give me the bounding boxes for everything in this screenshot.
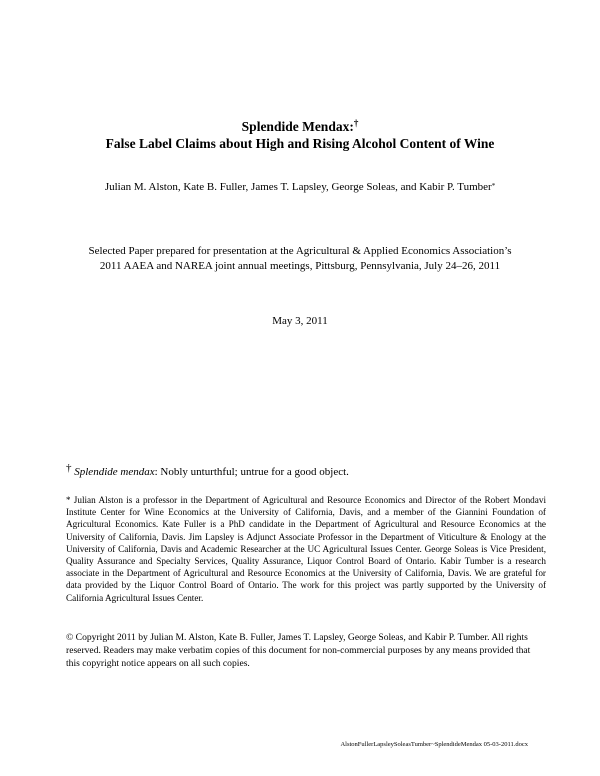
title-main: Splendide Mendax: — [241, 119, 354, 134]
title-line-1 — [0, 118, 600, 135]
document-filename: AlstonFullerLapsleySoleasTumber~SplendideMendax 05-03-2011.docx — [340, 741, 528, 748]
authors-text: Julian M. Alston, Kate B. Fuller, James T. Lapsley, George Soleas, and Kabir P. Tumber — [104, 181, 492, 193]
selected-paper-line-1: Selected Paper prepared for presentation at the Agricultural & Applied Economics Association’s — [88, 245, 512, 257]
selected-paper-line-2: 2011 AAEA and NAREA joint annual meetings, Pittsburg, Pennsylvania, July 24–26, 2011 — [99, 259, 501, 272]
footnote-author-affiliations — [66, 494, 546, 604]
title-dagger-mark: † — [353, 118, 359, 128]
footnote-dagger-term: Splendide mendax — [74, 466, 155, 478]
selected-paper-note — [50, 244, 550, 273]
paper-title — [0, 118, 600, 152]
paper-date: May 3, 2011 — [272, 315, 328, 327]
footnote-dagger-mark: † — [66, 462, 72, 474]
authors-star-mark: * — [491, 182, 496, 190]
author-list — [0, 180, 600, 194]
footnote-dagger-definition: : Nobly unturthful; untrue for a good object. — [154, 466, 349, 478]
footnote-star-mark: * — [66, 495, 71, 505]
copyright-notice: © Copyright 2011 by Julian M. Alston, Kate B. Fuller, James T. Lapsley, George Soleas, and Kabir P. Tumber. All rights reserved. Readers may make verbatim copies of this document for non-commercial purposes by any means provided that this copyright notice appears on all such copies. — [66, 632, 531, 669]
title-line-2: False Label Claims about High and Rising Alcohol Content of Wine — [105, 136, 495, 151]
footnote-dagger — [66, 462, 546, 479]
footnote-star-text: Julian Alston is a professor in the Department of Agricultural and Resource Economics and Director of the Robert Mondavi Institute Center for Wine Economics at the University of California, Davis, and a member of the Giannini Foundation of Agricultural Economics. Kate Fuller is a PhD candidate in the Department of Agricultural and Resource Economics at the University of California, Davis. Jim Lapsley is Adjunct Associate Professor in the Department of Viticulture & Enology at the University of California, Davis and Academic Researcher at the UC Agricultural Issues Center. George Soleas is Vice President, Quality Assurance and Specialty Services, Quality Assurance, Liquor Control Board of Ontario. Kabir Tumber is a research associate in the Department of Agricultural and Resource Economics at the University of California, Davis. We are grateful for data provided by the Liquor Control Board of Ontario. The work for this project was partly supported by the University of California Agricultural Issues Center. — [66, 495, 546, 603]
